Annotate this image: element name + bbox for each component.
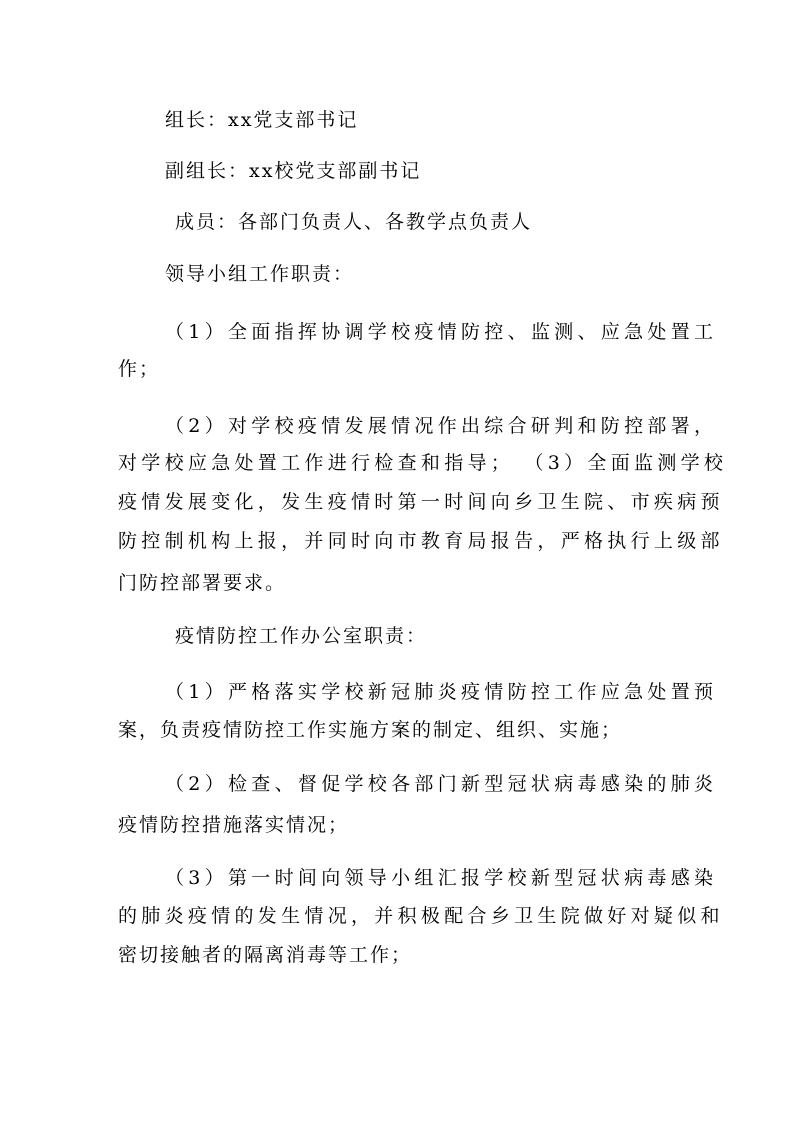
paragraph-line: 对学校应急处置工作进行检查和指导； （3）全面监测学校 bbox=[118, 452, 728, 474]
paragraph-line: 疫情发展变化，发生疫情时第一时间向乡卫生院、市疾病预 bbox=[118, 491, 724, 513]
members-line: 成员：各部门负责人、各教学点负责人 bbox=[175, 211, 533, 233]
paragraph-line: 门防控部署要求。 bbox=[118, 572, 287, 594]
paragraph-line: （2）对学校疫情发展情况作出综合研判和防控部署， bbox=[165, 415, 718, 437]
paragraph-line: 案，负责疫情防控工作实施方案的制定、组织、实施； bbox=[118, 719, 623, 741]
paragraph-line: 的肺炎疫情的发生情况，并积极配合乡卫生院做好对疑似和 bbox=[118, 905, 724, 927]
paragraph-line: （1）严格落实学校新冠肺炎疫情防控工作应急处置预 bbox=[165, 681, 718, 703]
paragraph-line: 密切接触者的隔离消毒等工作； bbox=[118, 944, 413, 966]
paragraph-line: 疫情防控措施落实情况； bbox=[118, 814, 350, 836]
paragraph-line: 防控制机构上报，并同时向市教育局报告，严格执行上级部 bbox=[118, 530, 724, 552]
section-heading-leadership-duties: 领导小组工作职责： bbox=[165, 263, 355, 285]
leader-line: 组长：xx党支部书记 bbox=[165, 109, 359, 131]
section-heading-office-duties: 疫情防控工作办公室职责： bbox=[175, 625, 428, 647]
paragraph-line: （3）第一时间向领导小组汇报学校新型冠状病毒感染 bbox=[165, 867, 718, 889]
paragraph-line: （1）全面指挥协调学校疫情防控、监测、应急处置工 bbox=[165, 321, 718, 343]
deputy-leader-line: 副组长：xx校党支部副书记 bbox=[165, 160, 422, 182]
paragraph-line: 作； bbox=[118, 358, 161, 380]
paragraph-line: （2）检查、督促学校各部门新型冠状病毒感染的肺炎 bbox=[165, 773, 718, 795]
